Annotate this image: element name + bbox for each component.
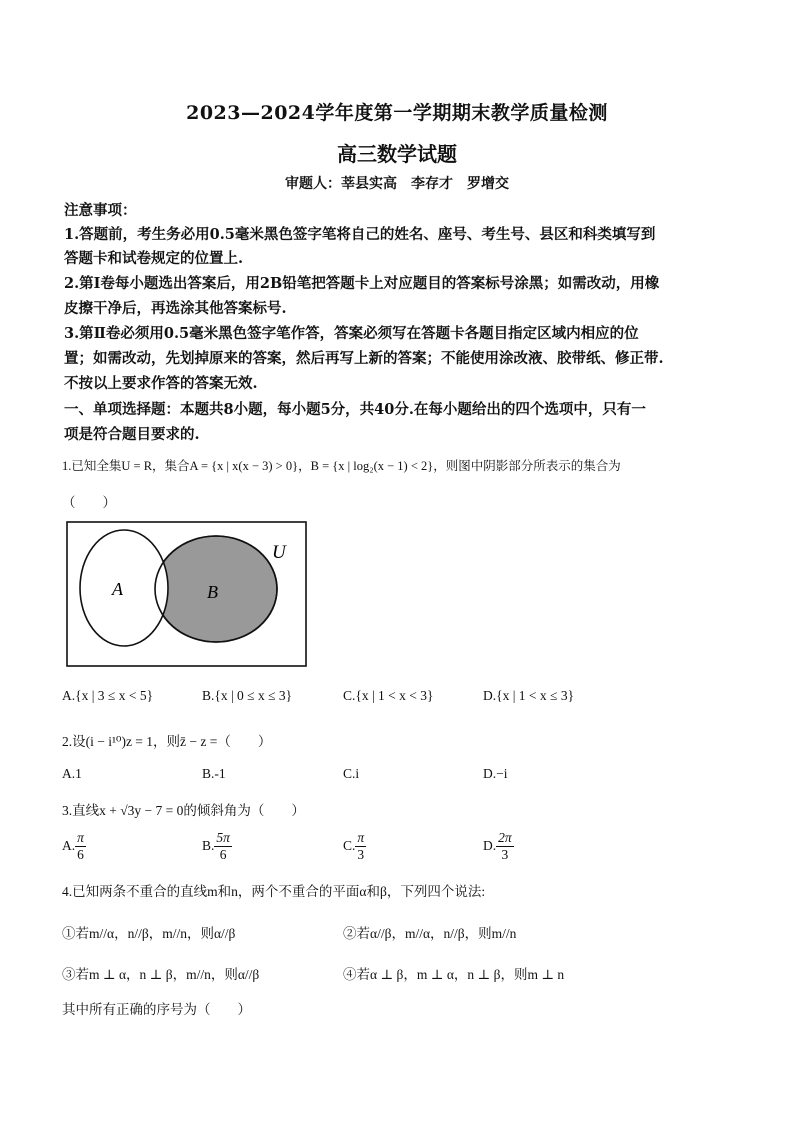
- exam-title: 2023—2024学年度第一学期期末教学质量检测: [186, 102, 608, 124]
- q2-option-d: D.−i: [483, 766, 508, 781]
- note-line: 答题卡和试卷规定的位置上.: [64, 250, 244, 267]
- label-a: A: [112, 579, 123, 599]
- option-label: B.: [202, 838, 215, 854]
- q1-paren: （ ）: [62, 495, 116, 510]
- q1-option-d: D.{x | 1 < x ≤ 3}: [483, 688, 575, 703]
- option-label: D.: [483, 838, 497, 854]
- venn-diagram: [66, 521, 308, 668]
- q4-stem: 4.已知两条不重合的直线m和n，两个不重合的平面α和β，下列四个说法:: [62, 884, 486, 899]
- fraction-numerator: 2π: [498, 830, 512, 845]
- fraction-denominator: 6: [77, 846, 84, 862]
- option-label: A.: [62, 838, 76, 854]
- q1-stem: 1.已知全集U = R，集合A = {x | x(x − 3) > 0}，B = {x | log₂(x − 1) < 2}，则图中阴影部分所表示的集合为: [62, 459, 621, 473]
- note-line: 3.第Ⅱ卷必须用0.5毫米黑色签字笔作答，答案必须写在答题卡各题目指定区域内相应的位: [64, 325, 639, 342]
- fraction-numerator: π: [357, 830, 365, 845]
- fraction-denominator: 3: [357, 846, 365, 862]
- option-label: C.: [343, 838, 356, 854]
- section-heading-cont: 项是符合题目要求的.: [64, 426, 200, 443]
- note-line: 2.第Ⅰ卷每小题选出答案后，用2B铅笔把答题卡上对应题目的答案标号涂黑；如需改动，用橡: [64, 275, 660, 292]
- exam-subtitle: 高三数学试题: [337, 142, 457, 166]
- reviewers: 审题人：莘县实高 李存才 罗增交: [285, 176, 509, 192]
- section-heading: 一、单项选择题：本题共8小题，每小题5分，共40分.在每小题给出的四个选项中，只有一: [64, 401, 646, 418]
- label-b: B: [207, 582, 218, 602]
- q3-option-b: [202, 830, 232, 862]
- note-line: 不按以上要求作答的答案无效.: [64, 375, 258, 392]
- note-line: 皮擦干净后，再选涂其他答案标号.: [64, 300, 287, 317]
- fraction-numerator: 5π: [216, 830, 230, 845]
- q4-statement-4: ④若α ⊥ β，m ⊥ α，n ⊥ β，则m ⊥ n: [343, 967, 565, 982]
- note-line: 1.答题前，考生务必用0.5毫米黑色签字笔将自己的姓名、座号、考生号、县区和科类填写到: [64, 226, 656, 243]
- q4-statement-1: ①若m//α，n//β，m//n，则α//β: [62, 926, 236, 941]
- q2-option-a: A.1: [62, 766, 82, 781]
- q1-option-b: B.{x | 0 ≤ x ≤ 3}: [202, 688, 293, 703]
- q4-statement-2: ②若α//β，m//α，n//β，则m//n: [343, 926, 517, 941]
- fraction-numerator: π: [77, 830, 84, 845]
- q3-stem: 3.直线x + √3y − 7 = 0的倾斜角为（ ）: [62, 803, 305, 818]
- q2-stem: 2.设(i − i¹⁰)z = 1，则z̄ − z =（ ）: [62, 734, 272, 749]
- q1-option-c: C.{x | 1 < x < 3}: [343, 688, 434, 703]
- fraction-denominator: 3: [501, 846, 509, 862]
- q3-option-c: [343, 830, 366, 862]
- note-line: 置；如需改动，先划掉原来的答案，然后再写上新的答案；不能使用涂改液、胶带纸、修正带.: [64, 350, 664, 367]
- q2-option-c: C.i: [343, 766, 360, 781]
- q4-question: 其中所有正确的序号为（ ）: [62, 1002, 251, 1017]
- q3-option-a: [62, 830, 86, 862]
- q3-option-d: [483, 830, 514, 862]
- label-u: U: [272, 542, 286, 563]
- fraction-denominator: 6: [219, 846, 227, 862]
- notes-heading: 注意事项：: [64, 202, 137, 219]
- q4-statement-3: ③若m ⊥ α，n ⊥ β，m//n，则α//β: [62, 967, 260, 982]
- q1-option-a: A.{x | 3 ≤ x < 5}: [62, 688, 154, 703]
- q2-option-b: B.-1: [202, 766, 226, 781]
